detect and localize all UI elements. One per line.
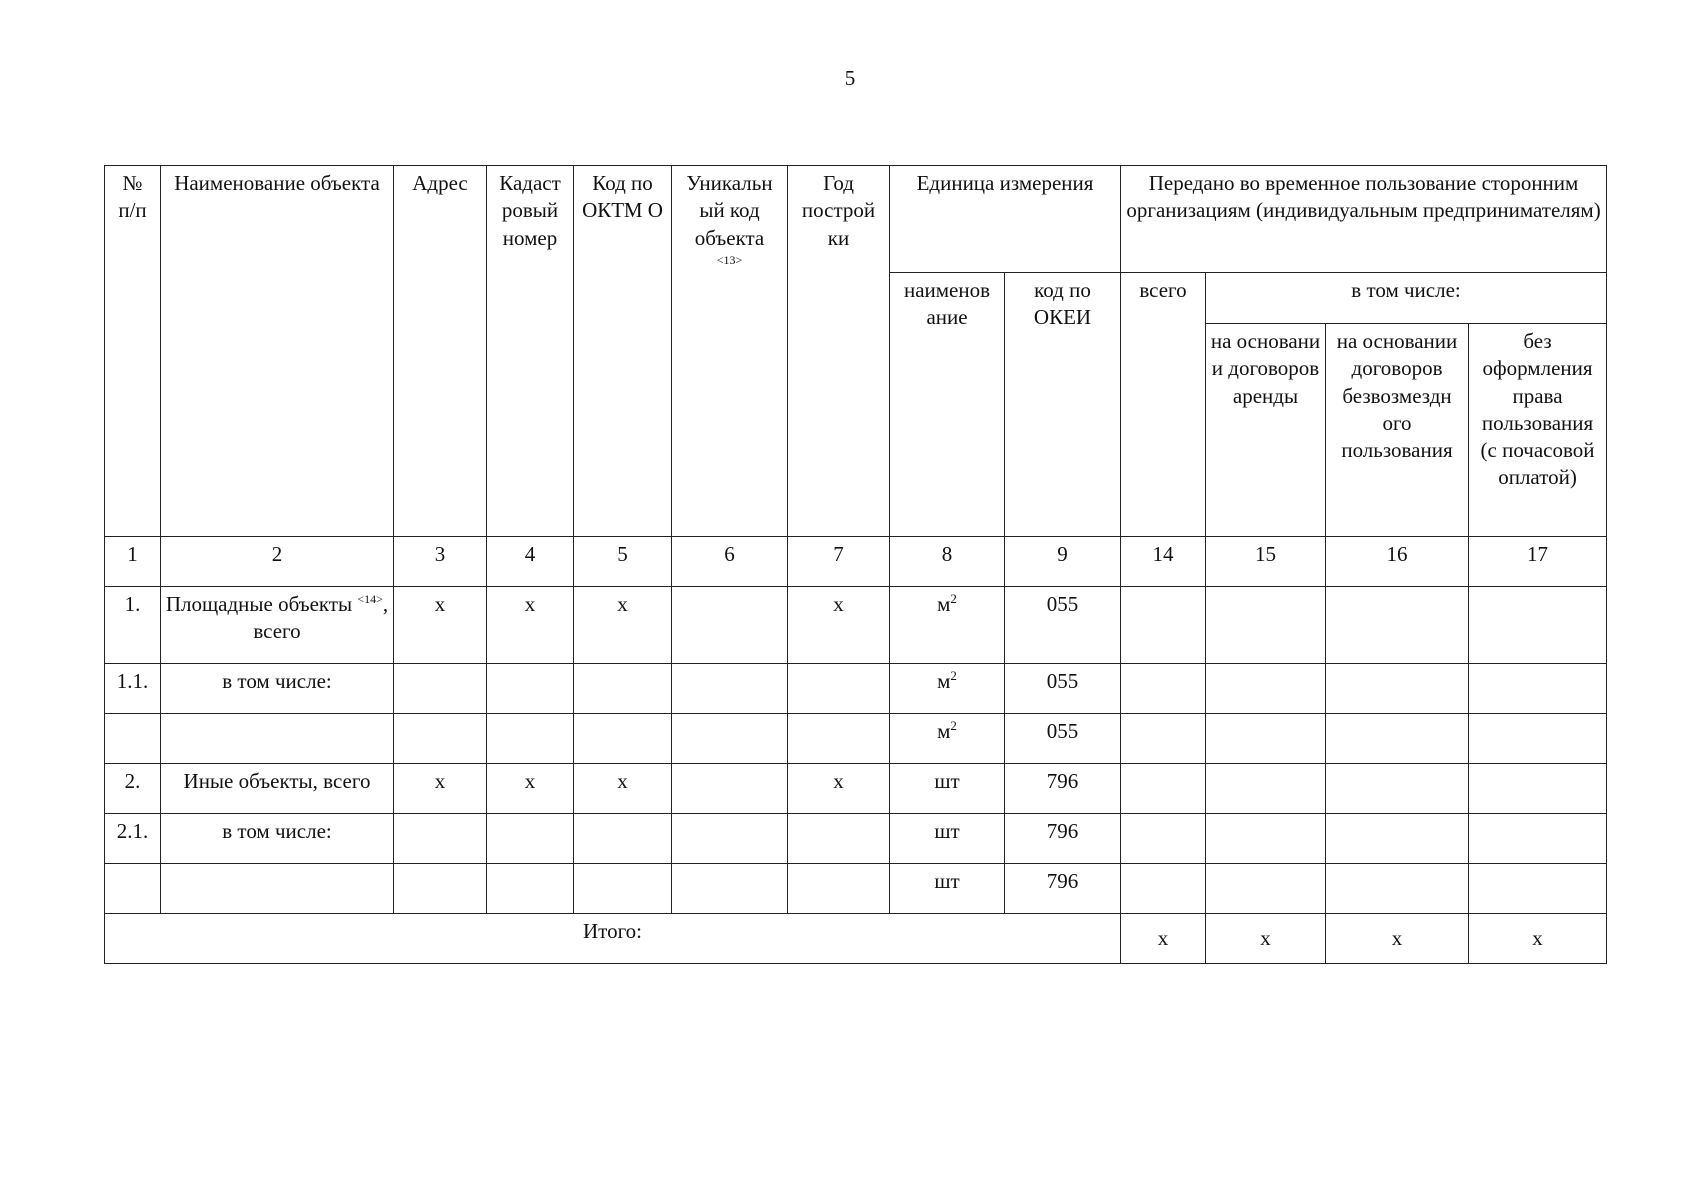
row-oktmo [574,864,672,914]
row-no-registration [1469,714,1607,764]
column-number: 2 [161,537,394,587]
row-free-use [1326,664,1469,714]
row-oktmo [574,814,672,864]
column-number: 9 [1005,537,1121,587]
row-cadastral [487,864,574,914]
column-number: 15 [1206,537,1326,587]
row-total [1121,814,1206,864]
row-unique [672,814,788,864]
row-code: 796 [1005,764,1121,814]
row-lease [1206,587,1326,664]
total-row [105,914,1607,964]
page-number: 5 [844,66,856,90]
row-total [1121,714,1206,764]
row-code: 796 [1005,864,1121,914]
row-name [161,864,394,914]
row-number: 1.1. [105,664,161,714]
table-row [105,764,1607,814]
header-col-no: № п/п [105,166,161,537]
header-col-year: Год построй ки [788,166,890,537]
row-code: 796 [1005,814,1121,864]
row-free-use [1326,864,1469,914]
row-no-registration [1469,664,1607,714]
header-total: всего [1121,273,1206,537]
row-unique [672,714,788,764]
header-unit-group: Единица измерения [890,166,1121,273]
row-free-use [1326,587,1469,664]
row-number: 1. [105,587,161,664]
row-unit: $м^2$ [890,587,1005,664]
row-code: 055 [1005,714,1121,764]
row-oktmo [574,714,672,764]
row-lease [1206,714,1326,764]
row-year: x [788,764,890,814]
row-number [105,714,161,764]
column-number: 4 [487,537,574,587]
header-unit-name: наименов ание [890,273,1005,537]
column-number: 17 [1469,537,1607,587]
row-number [105,864,161,914]
row-no-registration [1469,764,1607,814]
footnote-13: <13> [716,252,743,267]
header-free-use: на основании договоров безвозмездн ого пользования [1326,324,1469,537]
row-free-use [1326,714,1469,764]
header-col-cadastral: Кадаст ровый номер [487,166,574,537]
row-address [394,864,487,914]
header-row-top [105,166,1607,273]
row-unique [672,587,788,664]
header-lease: на основани и договоров аренды [1206,324,1326,537]
total-c16: x [1326,914,1469,964]
header-unit-code: код по ОКЕИ [1005,273,1121,537]
row-total [1121,587,1206,664]
header-no-registration: без оформления права пользования (с почасовой оплатой) [1469,324,1607,537]
row-lease [1206,764,1326,814]
table-row [105,714,1607,764]
row-cadastral: x [487,764,574,814]
row-name: в том числе: [161,664,394,714]
total-c15: x [1206,914,1326,964]
column-number: 6 [672,537,788,587]
row-address: x [394,764,487,814]
row-name: Иные объекты, всего [161,764,394,814]
column-number: 3 [394,537,487,587]
row-year [788,814,890,864]
row-unit: шт [890,814,1005,864]
row-free-use [1326,764,1469,814]
row-name: Площадные объекты $^{<14>}$, всего [161,587,394,664]
row-no-registration [1469,814,1607,864]
row-address [394,664,487,714]
row-cadastral [487,814,574,864]
row-unit: шт [890,864,1005,914]
total-label: Итого: [105,914,1121,964]
column-number: 16 [1326,537,1469,587]
row-oktmo: x [574,764,672,814]
row-oktmo [574,664,672,714]
column-number: 14 [1121,537,1206,587]
row-oktmo: x [574,587,672,664]
row-year [788,864,890,914]
column-number: 5 [574,537,672,587]
table-row [105,864,1607,914]
table-row [105,664,1607,714]
row-unit: $м^2$ [890,714,1005,764]
column-number: 1 [105,537,161,587]
column-numbers-row [105,537,1607,587]
column-number: 8 [890,537,1005,587]
table-row [105,587,1607,664]
row-total [1121,764,1206,814]
row-name [161,714,394,764]
row-lease [1206,664,1326,714]
row-year: x [788,587,890,664]
header-col-unique: Уникальн ый код объекта $^{<13>}$ [672,166,788,537]
total-c14: x [1121,914,1206,964]
row-total [1121,664,1206,714]
row-code: 055 [1005,664,1121,714]
header-col-address: Адрес [394,166,487,537]
table-row [105,814,1607,864]
report-table [104,165,1607,964]
row-address [394,814,487,864]
row-no-registration [1469,864,1607,914]
row-unique [672,764,788,814]
row-name: в том числе: [161,814,394,864]
row-cadastral: x [487,587,574,664]
header-transfer-group: Передано во временное пользование сторонним организациям (индивидуальным предпринимателям) [1121,166,1607,273]
row-unit: шт [890,764,1005,814]
row-total [1121,864,1206,914]
row-cadastral [487,714,574,764]
header-including: в том числе: [1206,273,1607,324]
row-unique [672,664,788,714]
row-number: 2.1. [105,814,161,864]
row-code: 055 [1005,587,1121,664]
row-unique [672,864,788,914]
header-col-oktmo: Код по ОКТМ О [574,166,672,537]
row-lease [1206,864,1326,914]
row-address: x [394,587,487,664]
row-free-use [1326,814,1469,864]
row-unit: $м^2$ [890,664,1005,714]
row-lease [1206,814,1326,864]
row-number: 2. [105,764,161,814]
row-cadastral [487,664,574,714]
row-year [788,664,890,714]
row-year [788,714,890,764]
row-address [394,714,487,764]
column-number: 7 [788,537,890,587]
total-c17: x [1469,914,1607,964]
footnote-14: <14> [357,592,383,606]
header-col-name: Наименование объекта [161,166,394,537]
row-no-registration [1469,587,1607,664]
